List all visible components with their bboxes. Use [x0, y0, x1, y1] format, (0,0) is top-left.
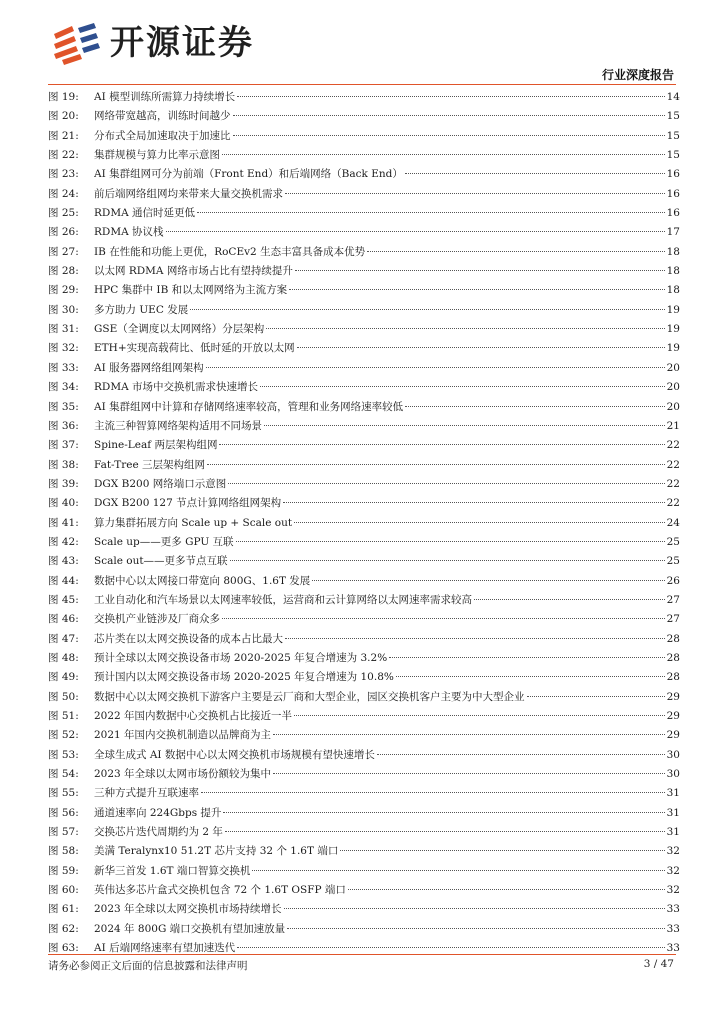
figure-title[interactable]: 新华三首发 1.6T 端口智算交换机 [94, 864, 251, 877]
figure-page-number[interactable]: 24 [666, 516, 680, 529]
toc-entry[interactable] [48, 668, 680, 687]
toc-entry[interactable] [48, 301, 680, 320]
figure-page-number[interactable]: 19 [666, 323, 680, 336]
dot-leader [285, 193, 665, 194]
dot-leader [283, 502, 665, 503]
dot-leader [289, 289, 664, 290]
figure-label: 图 46: [48, 613, 79, 626]
figure-title[interactable]: 2022 年国内数据中心交换机占比接近一半 [94, 710, 293, 722]
figure-label: 图 29: [48, 284, 79, 297]
dot-leader [340, 850, 664, 851]
dot-leader [527, 696, 665, 697]
dot-leader [294, 522, 665, 523]
toc-entry[interactable] [48, 146, 680, 165]
figure-title[interactable]: RDMA 市场中交换机需求快速增长 [94, 381, 258, 394]
figure-page-number[interactable]: 20 [666, 400, 680, 413]
dot-leader [273, 773, 665, 774]
dot-leader [190, 309, 664, 310]
dot-leader [273, 734, 665, 735]
toc-entry[interactable] [48, 804, 680, 823]
toc-entry[interactable] [48, 765, 680, 784]
figure-title[interactable]: 美满 Teralynx10 51.2T 芯片支持 32 个 1.6T 端口 [94, 845, 339, 858]
toc-entry[interactable] [48, 572, 680, 591]
figure-page-number[interactable]: 22 [666, 477, 680, 490]
dot-leader [252, 870, 664, 871]
figure-label: 图 48: [48, 651, 79, 664]
dot-leader [197, 212, 665, 213]
figure-label: 图 19: [48, 91, 79, 103]
figure-page-number[interactable]: 33 [666, 922, 680, 935]
dot-leader [228, 483, 664, 484]
figure-title[interactable]: 2023 年全球以太网市场份额较为集中 [94, 768, 272, 781]
dot-leader [236, 541, 665, 542]
figure-page-number[interactable]: 25 [666, 555, 680, 568]
figure-page-number[interactable]: 15 [666, 110, 680, 123]
figure-page-number[interactable]: 33 [666, 903, 680, 916]
figure-label: 图 33: [48, 361, 79, 374]
toc-entry[interactable] [48, 398, 680, 417]
figure-title[interactable]: Scale up——更多 GPU 互联 [94, 535, 234, 548]
dot-leader [230, 560, 665, 561]
figure-page-number[interactable]: 32 [666, 864, 680, 877]
figure-title[interactable]: 2021 年国内交换机制造以品牌商为主 [94, 729, 272, 742]
figure-page-number[interactable]: 22 [666, 497, 680, 510]
toc-entry[interactable] [48, 610, 680, 629]
figure-label: 图 38: [48, 458, 79, 471]
figure-label: 图 47: [48, 632, 79, 645]
figure-list [48, 88, 680, 958]
figure-title[interactable]: 多方助力 UEC 发展 [94, 303, 189, 316]
figure-title[interactable]: 2024 年 800G 端口交换机有望加速放量 [94, 922, 286, 935]
figure-label: 图 51: [48, 710, 79, 722]
figure-page-number[interactable]: 17 [666, 226, 680, 239]
toc-entry[interactable] [48, 862, 680, 881]
toc-entry[interactable] [48, 823, 680, 842]
figure-label: 图 21: [48, 129, 79, 142]
figure-title[interactable]: 英伟达多芯片盒式交换机包含 72 个 1.6T OSFP 端口 [94, 884, 346, 897]
figure-page-number[interactable]: 31 [666, 826, 680, 839]
dot-leader [264, 425, 665, 426]
figure-label: 图 53: [48, 748, 79, 761]
figure-title[interactable]: 数据中心以太网交换机下游客户主要是云厂商和大型企业，园区交换机客户主要为中大型企业 [94, 690, 525, 703]
toc-entry[interactable] [48, 185, 680, 204]
toc-entry[interactable] [48, 900, 680, 919]
figure-title[interactable]: 预计国内以太网交换设备市场 2020-2025 年复合增速为 10.8% [94, 671, 394, 684]
figure-title[interactable]: AI 后端网络速率有望加速迭代 [94, 942, 236, 955]
toc-entry[interactable] [48, 281, 680, 300]
dot-leader [287, 928, 664, 929]
toc-entry[interactable] [48, 436, 680, 455]
figure-label: 图 25: [48, 207, 79, 220]
figure-label: 图 45: [48, 593, 79, 606]
toc-entry[interactable] [48, 533, 680, 552]
figure-title[interactable]: 分布式全局加速取决于加速比 [94, 129, 231, 142]
dot-leader [201, 792, 665, 793]
figure-label: 图 23: [48, 168, 79, 181]
figure-page-number[interactable]: 15 [666, 149, 680, 162]
figure-label: 图 39: [48, 477, 79, 490]
toc-entry[interactable] [48, 649, 680, 668]
dot-leader [237, 947, 665, 948]
toc-entry[interactable] [48, 339, 680, 358]
dot-leader [222, 618, 665, 619]
figure-title[interactable]: DGX B200 网络端口示意图 [94, 477, 227, 490]
figure-title[interactable]: RDMA 通信时延更低 [94, 207, 195, 220]
figure-page-number[interactable]: 32 [666, 845, 680, 858]
figure-page-number[interactable]: 20 [666, 361, 680, 374]
figure-label: 图 52: [48, 729, 79, 742]
figure-title[interactable]: 交换机产业链涉及厂商众多 [94, 613, 220, 626]
figure-title[interactable]: 芯片类在以太网交换设备的成本占比最大 [94, 632, 283, 645]
dot-leader [225, 831, 665, 832]
figure-label: 图 59: [48, 864, 79, 877]
dot-leader [233, 115, 665, 116]
figure-page-number[interactable]: 25 [666, 535, 680, 548]
dot-leader [237, 96, 665, 97]
figure-page-number[interactable]: 28 [666, 651, 680, 664]
toc-entry[interactable] [48, 127, 680, 146]
dot-leader [166, 231, 665, 232]
toc-entry[interactable] [48, 456, 680, 475]
figure-title[interactable]: 三种方式提升互联速率 [94, 787, 199, 800]
figure-page-number[interactable]: 15 [666, 129, 680, 142]
figure-title[interactable]: 集群规模与算力比率示意图 [94, 149, 220, 162]
figure-page-number[interactable]: 18 [666, 245, 680, 258]
dot-leader [297, 347, 665, 348]
dot-leader [295, 270, 665, 271]
figure-page-number[interactable]: 30 [666, 768, 680, 781]
company-logo [50, 22, 280, 66]
header-divider [48, 84, 676, 85]
figure-page-number[interactable]: 28 [666, 671, 680, 684]
figure-label: 图 54: [48, 768, 79, 781]
toc-entry[interactable] [48, 514, 680, 533]
figure-page-number[interactable]: 29 [666, 690, 680, 703]
figure-page-number[interactable]: 32 [666, 884, 680, 897]
dot-leader [389, 657, 664, 658]
figure-title[interactable]: 工业自动化和汽车场景以太网速率较低，运营商和云计算网络以太网速率需求较高 [94, 593, 472, 606]
figure-label: 图 22: [48, 149, 79, 162]
figure-page-number[interactable]: 31 [666, 806, 680, 819]
figure-label: 图 32: [48, 342, 79, 355]
dot-leader [405, 173, 665, 174]
logo-text: 开源证券 [110, 23, 254, 63]
figure-page-number[interactable]: 20 [666, 381, 680, 394]
page-number: 3 / 47 [643, 958, 674, 970]
figure-title[interactable]: 前后端网络组网均来带来大量交换机需求 [94, 187, 283, 200]
figure-title[interactable]: RDMA 协议栈 [94, 226, 164, 239]
figure-title[interactable]: AI 集群组网中计算和存储网络速率较高，管理和业务网络速率较低 [94, 400, 404, 413]
figure-label: 图 58: [48, 845, 79, 858]
toc-entry[interactable] [48, 939, 680, 958]
page-header [0, 0, 724, 90]
figure-label: 图 41: [48, 516, 79, 529]
figure-label: 图 34: [48, 381, 79, 394]
figure-title[interactable]: 主流三种智算网络架构适用不同场景 [94, 419, 262, 432]
figure-page-number[interactable]: 16 [666, 168, 680, 181]
figure-page-number[interactable]: 29 [666, 729, 680, 742]
dot-leader [285, 638, 665, 639]
figure-title[interactable]: 预计全球以太网交换设备市场 2020-2025 年复合增速为 3.2% [94, 651, 388, 664]
dot-leader [474, 599, 665, 600]
dot-leader [377, 754, 665, 755]
toc-entry[interactable] [48, 262, 680, 281]
toc-entry[interactable] [48, 920, 680, 939]
figure-title[interactable]: 全球生成式 AI 数据中心以太网交换机市场规模有望快速增长 [94, 748, 375, 761]
figure-label: 图 60: [48, 884, 79, 897]
toc-entry[interactable] [48, 417, 680, 436]
figure-page-number[interactable]: 29 [666, 710, 680, 722]
footer-disclaimer: 请务必参阅正文后面的信息披露和法律声明 [48, 960, 248, 972]
figure-title[interactable]: IB 在性能和功能上更优，RoCEv2 生态丰富具备成本优势 [94, 245, 366, 258]
figure-title[interactable]: AI 集群组网可分为前端（Front End）和后端网络（Back End） [94, 168, 403, 181]
toc-entry[interactable] [48, 881, 680, 900]
toc-entry[interactable] [48, 243, 680, 262]
toc-entry[interactable] [48, 475, 680, 494]
toc-entry[interactable] [48, 591, 680, 610]
dot-leader [260, 386, 665, 387]
figure-page-number[interactable]: 22 [666, 439, 680, 452]
toc-entry[interactable] [48, 726, 680, 745]
logo-mark-icon [50, 22, 102, 66]
figure-page-number[interactable]: 18 [666, 265, 680, 278]
toc-entry[interactable] [48, 107, 680, 126]
figure-page-number[interactable]: 26 [666, 574, 680, 587]
figure-page-number[interactable]: 27 [666, 613, 680, 626]
figure-label: 图 37: [48, 439, 79, 452]
figure-page-number[interactable]: 27 [666, 593, 680, 606]
figure-label: 图 35: [48, 400, 79, 413]
figure-label: 图 44: [48, 574, 79, 587]
toc-entry[interactable] [48, 688, 680, 707]
figure-page-number[interactable]: 21 [666, 419, 680, 432]
figure-title[interactable]: 数据中心以太网接口带宽向 800G、1.6T 发展 [94, 574, 311, 587]
figure-page-number[interactable]: 22 [666, 458, 680, 471]
figure-label: 图 24: [48, 187, 79, 200]
figure-title[interactable]: ETH+实现高载荷比、低时延的开放以太网 [94, 342, 295, 355]
toc-entry[interactable] [48, 88, 680, 107]
figure-page-number[interactable]: 33 [666, 942, 680, 955]
toc-entry[interactable] [48, 494, 680, 513]
dot-leader [294, 715, 665, 716]
figure-title[interactable]: Fat-Tree 三层架构组网 [94, 458, 206, 471]
dot-leader [312, 580, 664, 581]
toc-entry[interactable] [48, 784, 680, 803]
figure-label: 图 63: [48, 942, 79, 955]
footer-divider [48, 954, 676, 955]
figure-label: 图 40: [48, 497, 79, 510]
toc-entry[interactable] [48, 746, 680, 765]
toc-entry[interactable] [48, 707, 680, 726]
figure-title[interactable]: GSE（全调度以太网网络）分层架构 [94, 323, 265, 336]
toc-entry[interactable] [48, 630, 680, 649]
dot-leader [206, 367, 665, 368]
toc-entry[interactable] [48, 223, 680, 242]
figure-label: 图 30: [48, 303, 79, 316]
figure-label: 图 57: [48, 826, 79, 839]
dot-leader [223, 812, 664, 813]
figure-label: 图 50: [48, 690, 79, 703]
figure-label: 图 42: [48, 535, 79, 548]
figure-title[interactable]: 以太网 RDMA 网络市场占比有望持续提升 [94, 265, 293, 278]
figure-page-number[interactable]: 19 [666, 342, 680, 355]
figure-label: 图 55: [48, 787, 79, 800]
figure-label: 图 28: [48, 265, 79, 278]
dot-leader [233, 135, 665, 136]
toc-entry[interactable] [48, 165, 680, 184]
dot-leader [405, 406, 665, 407]
toc-entry[interactable] [48, 320, 680, 339]
figure-label: 图 26: [48, 226, 79, 239]
figure-page-number[interactable]: 31 [666, 787, 680, 800]
figure-label: 图 43: [48, 555, 79, 568]
figure-title[interactable]: AI 模型训练所需算力持续增长 [94, 91, 236, 103]
figure-title[interactable]: 2023 年全球以太网交换机市场持续增长 [94, 903, 282, 916]
figure-label: 图 20: [48, 110, 79, 123]
figure-page-number[interactable]: 14 [666, 91, 680, 103]
figure-title[interactable]: 算力集群拓展方向 Scale up + Scale out [94, 516, 293, 529]
figure-label: 图 61: [48, 903, 79, 916]
dot-leader [207, 464, 665, 465]
figure-title[interactable]: AI 服务器网络组网架构 [94, 361, 204, 374]
toc-entry[interactable] [48, 552, 680, 571]
dot-leader [266, 328, 664, 329]
toc-entry[interactable] [48, 842, 680, 861]
toc-entry[interactable] [48, 378, 680, 397]
toc-entry[interactable] [48, 204, 680, 223]
figure-title[interactable]: Spine-Leaf 两层架构组网 [94, 439, 218, 452]
figure-label: 图 62: [48, 922, 79, 935]
figure-label: 图 49: [48, 671, 79, 684]
figure-label: 图 36: [48, 419, 79, 432]
figure-label: 图 27: [48, 245, 79, 258]
dot-leader [396, 676, 665, 677]
figure-title[interactable]: HPC 集群中 IB 和以太网网络为主流方案 [94, 284, 288, 297]
figure-page-number[interactable]: 30 [666, 748, 680, 761]
figure-page-number[interactable]: 18 [666, 284, 680, 297]
report-type-label: 行业深度报告 [601, 68, 674, 82]
figure-title[interactable]: Scale out——更多节点互联 [94, 555, 228, 568]
figure-page-number[interactable]: 28 [666, 632, 680, 645]
figure-title[interactable]: 网络带宽越高，训练时间越少 [94, 110, 231, 123]
figure-page-number[interactable]: 19 [666, 303, 680, 316]
figure-label: 图 31: [48, 323, 79, 336]
dot-leader [219, 444, 664, 445]
dot-leader [222, 154, 665, 155]
figure-title[interactable]: DGX B200 127 节点计算网络组网架构 [94, 497, 282, 510]
dot-leader [284, 908, 665, 909]
figure-label: 图 56: [48, 806, 79, 819]
toc-entry[interactable] [48, 359, 680, 378]
figure-title[interactable]: 通道速率向 224Gbps 提升 [94, 806, 222, 819]
figure-page-number[interactable]: 16 [666, 187, 680, 200]
dot-leader [348, 889, 665, 890]
figure-page-number[interactable]: 16 [666, 207, 680, 220]
figure-title[interactable]: 交换芯片迭代周期约为 2 年 [94, 826, 223, 839]
dot-leader [367, 251, 665, 252]
